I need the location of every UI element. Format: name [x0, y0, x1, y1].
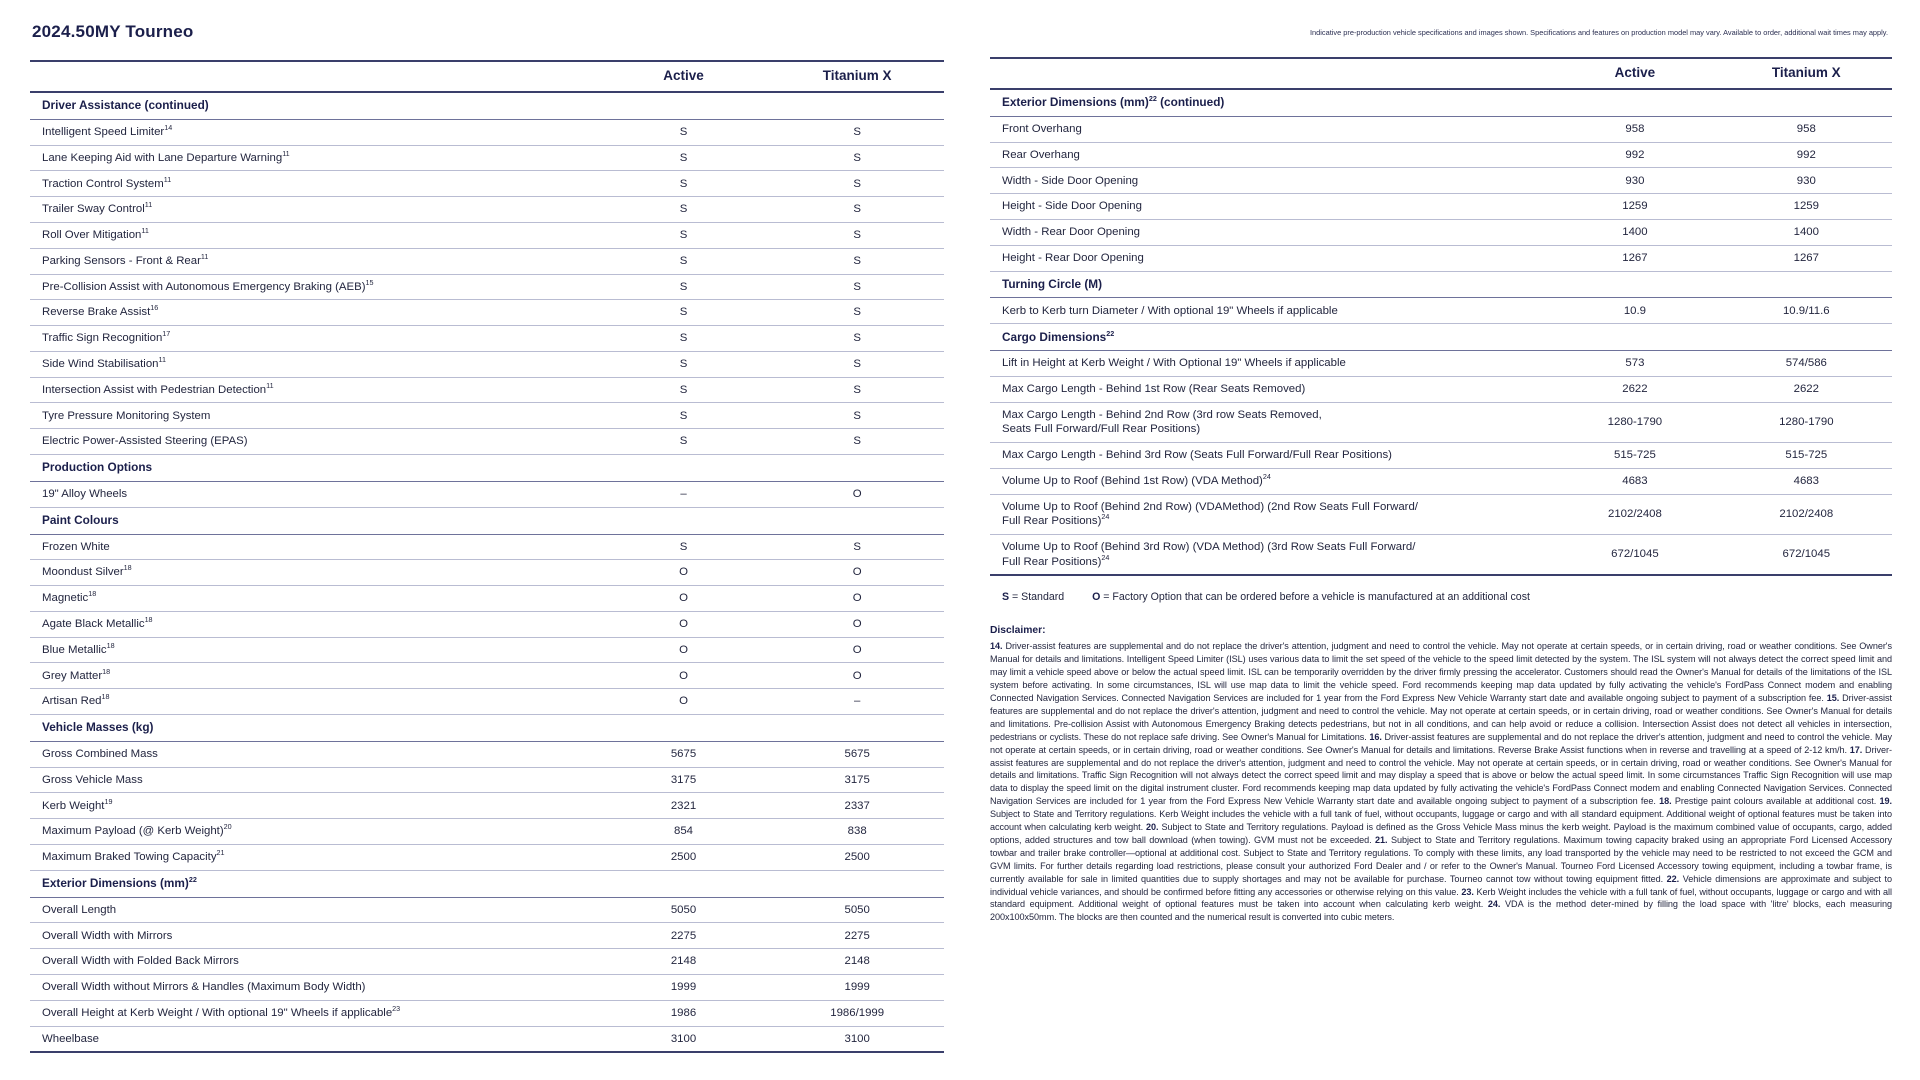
- table-row: [30, 793, 944, 819]
- cell-titanium-x-value: S: [770, 403, 944, 429]
- footnote-number: 17.: [1849, 744, 1863, 755]
- table-row: [990, 494, 1892, 534]
- table-row: [30, 586, 944, 612]
- footnote-marker: 14: [164, 123, 173, 133]
- table-row: [990, 142, 1892, 168]
- table-row: [30, 923, 944, 949]
- cell-active-value: S: [597, 223, 771, 249]
- right-spec-table: [990, 57, 1892, 576]
- column-header-feature: [30, 61, 597, 92]
- cell-titanium-x-value: 5675: [770, 741, 944, 767]
- footnote-marker: 21: [216, 848, 225, 858]
- cell-titanium-x-value: 2102/2408: [1721, 494, 1892, 534]
- cell-active-value: 4683: [1549, 468, 1720, 494]
- footnote-number: 19.: [1879, 796, 1892, 807]
- row-label: Kerb to Kerb turn Diameter / With optional 19" Wheels if applicable: [990, 298, 1549, 324]
- cell-titanium-x-value: O: [770, 663, 944, 689]
- cell-titanium-x-value: S: [770, 326, 944, 352]
- cell-active-value: 3175: [597, 767, 771, 793]
- cell-active-value: S: [597, 326, 771, 352]
- cell-active-value: 1259: [1549, 194, 1720, 220]
- cell-active-value: S: [597, 351, 771, 377]
- footnote-marker: 18: [106, 640, 115, 650]
- indicative-notice: Indicative pre-production vehicle specifications and images shown. Specifications and features on production model may vary. Available to order, additional wait times may apply.: [1309, 28, 1888, 37]
- cell-titanium-x-value: S: [770, 119, 944, 145]
- row-label: Blue Metallic$^{18}$: [30, 637, 597, 663]
- table-row: [30, 248, 944, 274]
- cell-active-value: 672/1045: [1549, 534, 1720, 575]
- cell-active-value: 1400: [1549, 220, 1720, 246]
- section-heading-row: [990, 89, 1892, 116]
- table-row: [30, 300, 944, 326]
- footnote-marker: 18: [102, 666, 111, 676]
- cell-active-value: 3100: [597, 1026, 771, 1052]
- cell-active-value: S: [597, 534, 771, 560]
- cell-titanium-x-value: O: [770, 586, 944, 612]
- legend-standard-text: = Standard: [1012, 591, 1065, 604]
- footnote-number: 23.: [1461, 886, 1474, 897]
- cell-active-value: 1280-1790: [1549, 402, 1720, 442]
- cell-active-value: S: [597, 119, 771, 145]
- section-heading-row: [30, 715, 944, 742]
- cell-active-value: 10.9: [1549, 298, 1720, 324]
- row-label: Height - Rear Door Opening: [990, 245, 1549, 271]
- cell-titanium-x-value: 3175: [770, 767, 944, 793]
- footnote-marker: 24: [1101, 512, 1110, 522]
- row-label: Artisan Red$^{18}$: [30, 689, 597, 715]
- table-row: [30, 767, 944, 793]
- row-label: Intelligent Speed Limiter$^{14}$: [30, 119, 597, 145]
- table-row: [990, 443, 1892, 469]
- footnote-marker: 11: [163, 174, 172, 184]
- cell-titanium-x-value: S: [770, 197, 944, 223]
- footnote-number: 14.: [990, 641, 1003, 652]
- section-heading-row: [30, 507, 944, 534]
- cell-active-value: S: [597, 248, 771, 274]
- cell-titanium-x-value: S: [770, 351, 944, 377]
- cell-titanium-x-value: 574/586: [1721, 351, 1892, 377]
- footnote-marker: 11: [144, 200, 153, 210]
- cell-active-value: O: [597, 586, 771, 612]
- cell-active-value: O: [597, 637, 771, 663]
- cell-active-value: 2321: [597, 793, 771, 819]
- table-row: [990, 168, 1892, 194]
- footnote-number: 15.: [1826, 692, 1840, 703]
- table-row: [30, 429, 944, 455]
- cell-titanium-x-value: 2337: [770, 793, 944, 819]
- row-label: Height - Side Door Opening: [990, 194, 1549, 220]
- row-label: Overall Width with Mirrors: [30, 923, 597, 949]
- row-label: Max Cargo Length - Behind 2nd Row (3rd row Seats Removed, Seats Full Forward/Full Rear Positions): [990, 402, 1549, 442]
- section-heading-row: [990, 271, 1892, 298]
- section-heading: Driver Assistance (continued): [30, 92, 944, 119]
- cell-active-value: S: [597, 171, 771, 197]
- cell-titanium-x-value: S: [770, 534, 944, 560]
- row-label: Overall Height at Kerb Weight / With optional 19" Wheels if applicable$^{23}$: [30, 1000, 597, 1026]
- cell-active-value: S: [597, 300, 771, 326]
- table-row: [30, 1000, 944, 1026]
- row-label: Volume Up to Roof (Behind 3rd Row) (VDA Method) (3rd Row Seats Full Forward/ Full Rear Positions)$^{24}$: [990, 534, 1549, 575]
- cell-active-value: O: [597, 611, 771, 637]
- cell-active-value: O: [597, 663, 771, 689]
- row-label: Traffic Sign Recognition$^{17}$: [30, 326, 597, 352]
- section-heading-row: [30, 870, 944, 897]
- table-row: [990, 351, 1892, 377]
- cell-active-value: O: [597, 560, 771, 586]
- table-header-row: [30, 61, 944, 92]
- table-row: [30, 534, 944, 560]
- cell-active-value: 5675: [597, 741, 771, 767]
- row-label: Tyre Pressure Monitoring System: [30, 403, 597, 429]
- cell-active-value: 573: [1549, 351, 1720, 377]
- table-row: [30, 819, 944, 845]
- table-row: [30, 949, 944, 975]
- footnote-marker: 17: [162, 329, 171, 339]
- cell-active-value: –: [597, 481, 771, 507]
- cell-titanium-x-value: S: [770, 274, 944, 300]
- table-row: [30, 119, 944, 145]
- table-row: [30, 403, 944, 429]
- disclaimer-body: 14. Driver-assist features are supplemental and do not replace the driver's attention, judgment and need to control the vehicle. May not operate at certain speeds, or in certain driving, road or weather conditions. See Owner's Manual for details and limitations. Intelligent Speed Limiter (ISL) uses various data to limit the set speed of the vehicle to the speed limit detected by the system. The ISL system will not always detect the correct speed limit and may limit a vehicle speed above or below the actual speed limit. ISL can be temporarily overridden by the driver firmly pressing the accelerator. Customers should read the Owner's Manual for details of the limitations of the ISL system before activating. In some circumstances, ISL will use map data to limit the vehicle speed. Ford recommends keeping map data updated by fully activating the vehicle's FordPass Connect modem and enabling Connected Navigation Services. Connected Navigation Services are included for 1 year from the Ford Express New Vehicle Warranty start date and available ongoing subject to payment of a subscription fee. 15. Driver-assist features are supplemental and do not replace the driver's attention, judgment and need to control the vehicle. May not operate at certain speeds, or in certain driving, road or weather conditions. See Owner's Manual for details and limitations. Pre-collision Assist with Autonomous Emergency Braking detects pedestrians, but not in all conditions, and can help avoid or reduce a collision. Intersection Assist does not detect all vehicles in intersection, pedestrians or cyclists. These do not replace safe driving. See Owner's Manual for Limitations. 16. Driver-assist features are supplemental and do not replace the driver's attention, judgment and need to control the vehicle. May not operate at certain speeds, or in certain driving, road or weather conditions. See Owner's Manual for details and limitations. Reverse Brake Assist functions when in reverse and travelling at a speed of 2-12 km/h. 17. Driver-assist features are supplemental and do not replace the driver's attention, judgment and need to control the vehicle. May not operate at certain speeds, or in certain driving, road or weather conditions. See Owner's Manual for details and limitations. Traffic Sign Recognition will not always detect the correct speed limit and may display a speed that is above or below the actual speed limit. In some circumstances Traffic Sign Recognition will use map data to display the speed limit on the digital instrument cluster. Ford recommends keeping map data updated by fully activating the vehicle's FordPass Connect modem and enabling Connected Navigation Services. Connected Navigation Services are included for 1 year from the Ford Express New Vehicle Warranty start date and available ongoing subject to payment of a subscription fee. 18. Prestige paint colours available at additional cost. 19. Subject to State and Territory regulations. Kerb Weight includes the vehicle with a full tank of fuel, without occupants, luggage or cargo and with all standard equipment. Additional weight of optional features must be taken into account when calculating kerb weight. 20. Subject to State and Territory regulations. Payload is defined as the Gross Vehicle Mass minus the kerb weight. Payload is the maximum combined value of occupants, cargo, added options, added structures and tow ball download (when towing). GVM must not be exceeded. 21. Subject to State and Territory regulations. Maximum towing capacity braked using an appropriate Ford Licensed Accessory towbar and trailer brake controller—optional at additional cost. Subject to State and Territory regulations. To comply with these limits, any load transported by the vehicle may need to be restricted to not exceed the GCM and GVM limits. For further details regarding load restrictions, please consult your authorized Ford Dealer and / or refer to the Owner's Manual. Tourneo Ford Licensed Accessory towing equipment, including a towbar frame, is currently available for sale in limited quantities due to supply shortages and may not be available for purchase. Tourneo cannot tow without towing equipment fitted. 22. Vehicle dimensions are approximate and subject to individual vehicle variances, and should be confirmed before fitting any accessories or otherwise relying on this value. 23. Kerb Weight includes the vehicle with a full tank of fuel, without occupants, luggage or cargo and with all standard equipment. Additional weight of optional features must be taken into account when calculating kerb weight. 24. VDA is the method deter-mined by filling the load space with 'litre' blocks, each measuring 200x100x50mm. The blocks are then counted and the numerical result is converted into cubic meters.: [990, 641, 1893, 923]
- legend-option-text: = Factory Option that can be ordered before a vehicle is manufactured at an additional cost: [1103, 591, 1530, 604]
- footnote-marker: 19: [104, 796, 113, 806]
- section-heading: Production Options: [30, 455, 944, 482]
- row-label: Gross Combined Mass: [30, 741, 597, 767]
- footnote-marker: 11: [141, 226, 149, 236]
- row-label: Gross Vehicle Mass: [30, 767, 597, 793]
- cell-titanium-x-value: O: [770, 611, 944, 637]
- table-row: [30, 145, 944, 171]
- section-heading: Exterior Dimensions (mm)$^{22}$ (continued): [990, 89, 1892, 116]
- footnote-marker: 22: [188, 875, 197, 885]
- row-label: Rear Overhang: [990, 142, 1549, 168]
- footnote-marker: 22: [1106, 328, 1115, 338]
- row-label: Width - Rear Door Opening: [990, 220, 1549, 246]
- table-header-row: [990, 58, 1892, 89]
- cell-titanium-x-value: 2148: [770, 949, 944, 975]
- table-row: [30, 351, 944, 377]
- cell-active-value: S: [597, 377, 771, 403]
- footnote-marker: 24: [1262, 472, 1271, 482]
- cell-active-value: 1986: [597, 1000, 771, 1026]
- section-heading-row: [990, 324, 1892, 351]
- table-row: [30, 663, 944, 689]
- row-label: Maximum Braked Towing Capacity$^{21}$: [30, 845, 597, 871]
- row-label: Volume Up to Roof (Behind 2nd Row) (VDAMethod) (2nd Row Seats Full Forward/ Full Rear Positions)$^{24}$: [990, 494, 1549, 534]
- footnote-marker: 11: [266, 380, 274, 390]
- cell-titanium-x-value: S: [770, 223, 944, 249]
- footnote-number: 18.: [1659, 796, 1672, 807]
- row-label: Moondust Silver$^{18}$: [30, 560, 597, 586]
- cell-active-value: S: [597, 274, 771, 300]
- column-header-active: Active: [1549, 58, 1720, 89]
- cell-active-value: S: [597, 429, 771, 455]
- left-spec-table: [30, 60, 944, 1053]
- footnote-marker: 20: [223, 822, 232, 832]
- table-row: [990, 376, 1892, 402]
- cell-active-value: 2275: [597, 923, 771, 949]
- row-label: Max Cargo Length - Behind 3rd Row (Seats Full Forward/Full Rear Positions): [990, 443, 1549, 469]
- footnote-marker: 23: [392, 1004, 401, 1014]
- cell-active-value: 930: [1549, 168, 1720, 194]
- section-heading-row: [30, 455, 944, 482]
- footnote-marker: 18: [144, 615, 153, 625]
- footnote-number: 21.: [1375, 834, 1388, 845]
- page-title: 2024.50MY Tourneo: [32, 22, 194, 41]
- table-row: [990, 298, 1892, 324]
- cell-active-value: 515-725: [1549, 443, 1720, 469]
- cell-titanium-x-value: 4683: [1721, 468, 1892, 494]
- row-label: Overall Length: [30, 897, 597, 923]
- cell-titanium-x-value: 10.9/11.6: [1721, 298, 1892, 324]
- row-label: Wheelbase: [30, 1026, 597, 1052]
- cell-titanium-x-value: 515-725: [1721, 443, 1892, 469]
- cell-titanium-x-value: 1999: [770, 975, 944, 1001]
- footnote-marker: 16: [150, 303, 159, 313]
- row-label: Magnetic$^{18}$: [30, 586, 597, 612]
- row-label: Lift in Height at Kerb Weight / With Optional 19" Wheels if applicable: [990, 351, 1549, 377]
- table-row: [30, 689, 944, 715]
- footnote-marker: 11: [282, 148, 290, 158]
- column-header-active: Active: [597, 61, 771, 92]
- cell-titanium-x-value: O: [770, 560, 944, 586]
- table-row: [30, 377, 944, 403]
- cell-titanium-x-value: 1400: [1721, 220, 1892, 246]
- row-label: Max Cargo Length - Behind 1st Row (Rear Seats Removed): [990, 376, 1549, 402]
- table-row: [30, 171, 944, 197]
- footnote-number: 22.: [1666, 873, 1680, 884]
- cell-titanium-x-value: –: [770, 689, 944, 715]
- cell-active-value: 854: [597, 819, 771, 845]
- row-label: Frozen White: [30, 534, 597, 560]
- cell-active-value: 958: [1549, 116, 1720, 142]
- footnote-marker: 18: [88, 589, 97, 599]
- table-row: [990, 402, 1892, 442]
- footnote-marker: 18: [101, 692, 110, 702]
- table-row: [30, 326, 944, 352]
- table-row: [30, 897, 944, 923]
- table-row: [30, 975, 944, 1001]
- cell-active-value: 2148: [597, 949, 771, 975]
- section-heading: Exterior Dimensions (mm)$^{22}$: [30, 870, 944, 897]
- row-label: Side Wind Stabilisation$^{11}$: [30, 351, 597, 377]
- row-label: Front Overhang: [990, 116, 1549, 142]
- legend-standard-key: S: [1002, 591, 1010, 604]
- table-row: [30, 1026, 944, 1052]
- cell-titanium-x-value: S: [770, 300, 944, 326]
- cell-titanium-x-value: 3100: [770, 1026, 944, 1052]
- table-row: [990, 468, 1892, 494]
- cell-active-value: 1267: [1549, 245, 1720, 271]
- cell-titanium-x-value: 992: [1721, 142, 1892, 168]
- cell-titanium-x-value: S: [770, 248, 944, 274]
- row-label: Agate Black Metallic$^{18}$: [30, 611, 597, 637]
- row-label: Overall Width without Mirrors & Handles (Maximum Body Width): [30, 975, 597, 1001]
- footnote-number: 24.: [1487, 899, 1501, 910]
- section-heading: Paint Colours: [30, 507, 944, 534]
- table-row: [30, 637, 944, 663]
- cell-titanium-x-value: S: [770, 377, 944, 403]
- table-row: [30, 611, 944, 637]
- cell-titanium-x-value: 1267: [1721, 245, 1892, 271]
- footnote-marker: 22: [1148, 94, 1157, 104]
- footnote-marker: 11: [200, 252, 209, 262]
- section-heading: Vehicle Masses (kg): [30, 715, 944, 742]
- row-label: Grey Matter$^{18}$: [30, 663, 597, 689]
- table-row: [30, 560, 944, 586]
- section-heading: Turning Circle (M): [990, 271, 1892, 298]
- table-row: [30, 197, 944, 223]
- cell-titanium-x-value: 958: [1721, 116, 1892, 142]
- cell-active-value: 5050: [597, 897, 771, 923]
- cell-titanium-x-value: 2500: [770, 845, 944, 871]
- cell-titanium-x-value: 2275: [770, 923, 944, 949]
- cell-active-value: 2500: [597, 845, 771, 871]
- right-column: [968, 0, 1920, 1080]
- section-heading: Cargo Dimensions$^{22}$: [990, 324, 1892, 351]
- column-header-titanium-x: Titanium X: [1721, 58, 1892, 89]
- cell-titanium-x-value: 1986/1999: [770, 1000, 944, 1026]
- cell-active-value: S: [597, 197, 771, 223]
- cell-titanium-x-value: O: [770, 637, 944, 663]
- row-label: Width - Side Door Opening: [990, 168, 1549, 194]
- table-row: [30, 845, 944, 871]
- table-row: [30, 741, 944, 767]
- footnote-marker: 11: [158, 355, 166, 365]
- cell-titanium-x-value: 838: [770, 819, 944, 845]
- row-label: Kerb Weight$^{19}$: [30, 793, 597, 819]
- footnote-number: 16.: [1369, 731, 1382, 742]
- cell-active-value: S: [597, 145, 771, 171]
- row-label: Volume Up to Roof (Behind 1st Row) (VDA Method)$^{24}$: [990, 468, 1549, 494]
- disclaimer-heading: Disclaimer:: [990, 625, 1046, 637]
- table-row: [990, 534, 1892, 575]
- table-row: [30, 274, 944, 300]
- row-label: Trailer Sway Control$^{11}$: [30, 197, 597, 223]
- table-row: [30, 223, 944, 249]
- footnote-marker: 18: [123, 563, 132, 573]
- row-label: Overall Width with Folded Back Mirrors: [30, 949, 597, 975]
- cell-titanium-x-value: 930: [1721, 168, 1892, 194]
- cell-active-value: 1999: [597, 975, 771, 1001]
- table-row: [990, 245, 1892, 271]
- cell-titanium-x-value: 672/1045: [1721, 534, 1892, 575]
- cell-titanium-x-value: 1280-1790: [1721, 402, 1892, 442]
- cell-titanium-x-value: S: [770, 429, 944, 455]
- cell-titanium-x-value: S: [770, 171, 944, 197]
- footnote-marker: 24: [1101, 552, 1110, 562]
- cell-titanium-x-value: 1259: [1721, 194, 1892, 220]
- column-header-feature: [990, 58, 1549, 89]
- footnote-number: 20.: [1146, 822, 1159, 833]
- cell-active-value: 2622: [1549, 376, 1720, 402]
- row-label: Maximum Payload (@ Kerb Weight)$^{20}$: [30, 819, 597, 845]
- row-label: 19" Alloy Wheels: [30, 481, 597, 507]
- table-row: [990, 194, 1892, 220]
- cell-active-value: S: [597, 403, 771, 429]
- row-label: Reverse Brake Assist$^{16}$: [30, 300, 597, 326]
- legend-option-key: O: [1092, 591, 1101, 604]
- cell-titanium-x-value: 2622: [1721, 376, 1892, 402]
- cell-active-value: O: [597, 689, 771, 715]
- table-row: [30, 481, 944, 507]
- cell-titanium-x-value: S: [770, 145, 944, 171]
- cell-active-value: 2102/2408: [1549, 494, 1720, 534]
- table-row: [990, 116, 1892, 142]
- footnote-marker: 15: [365, 277, 374, 287]
- cell-active-value: 992: [1549, 142, 1720, 168]
- table-row: [990, 220, 1892, 246]
- row-label: Intersection Assist with Pedestrian Detection$^{11}$: [30, 377, 597, 403]
- row-label: Pre-Collision Assist with Autonomous Emergency Braking (AEB)$^{15}$: [30, 274, 597, 300]
- row-label: Lane Keeping Aid with Lane Departure Warning$^{11}$: [30, 145, 597, 171]
- cell-titanium-x-value: O: [770, 481, 944, 507]
- row-label: Traction Control System$^{11}$: [30, 171, 597, 197]
- section-heading-row: [30, 92, 944, 119]
- row-label: Roll Over Mitigation$^{11}$: [30, 223, 597, 249]
- legend: [990, 591, 1892, 603]
- row-label: Electric Power-Assisted Steering (EPAS): [30, 429, 597, 455]
- cell-titanium-x-value: 5050: [770, 897, 944, 923]
- column-header-titanium-x: Titanium X: [770, 61, 944, 92]
- row-label: Parking Sensors - Front & Rear$^{11}$: [30, 248, 597, 274]
